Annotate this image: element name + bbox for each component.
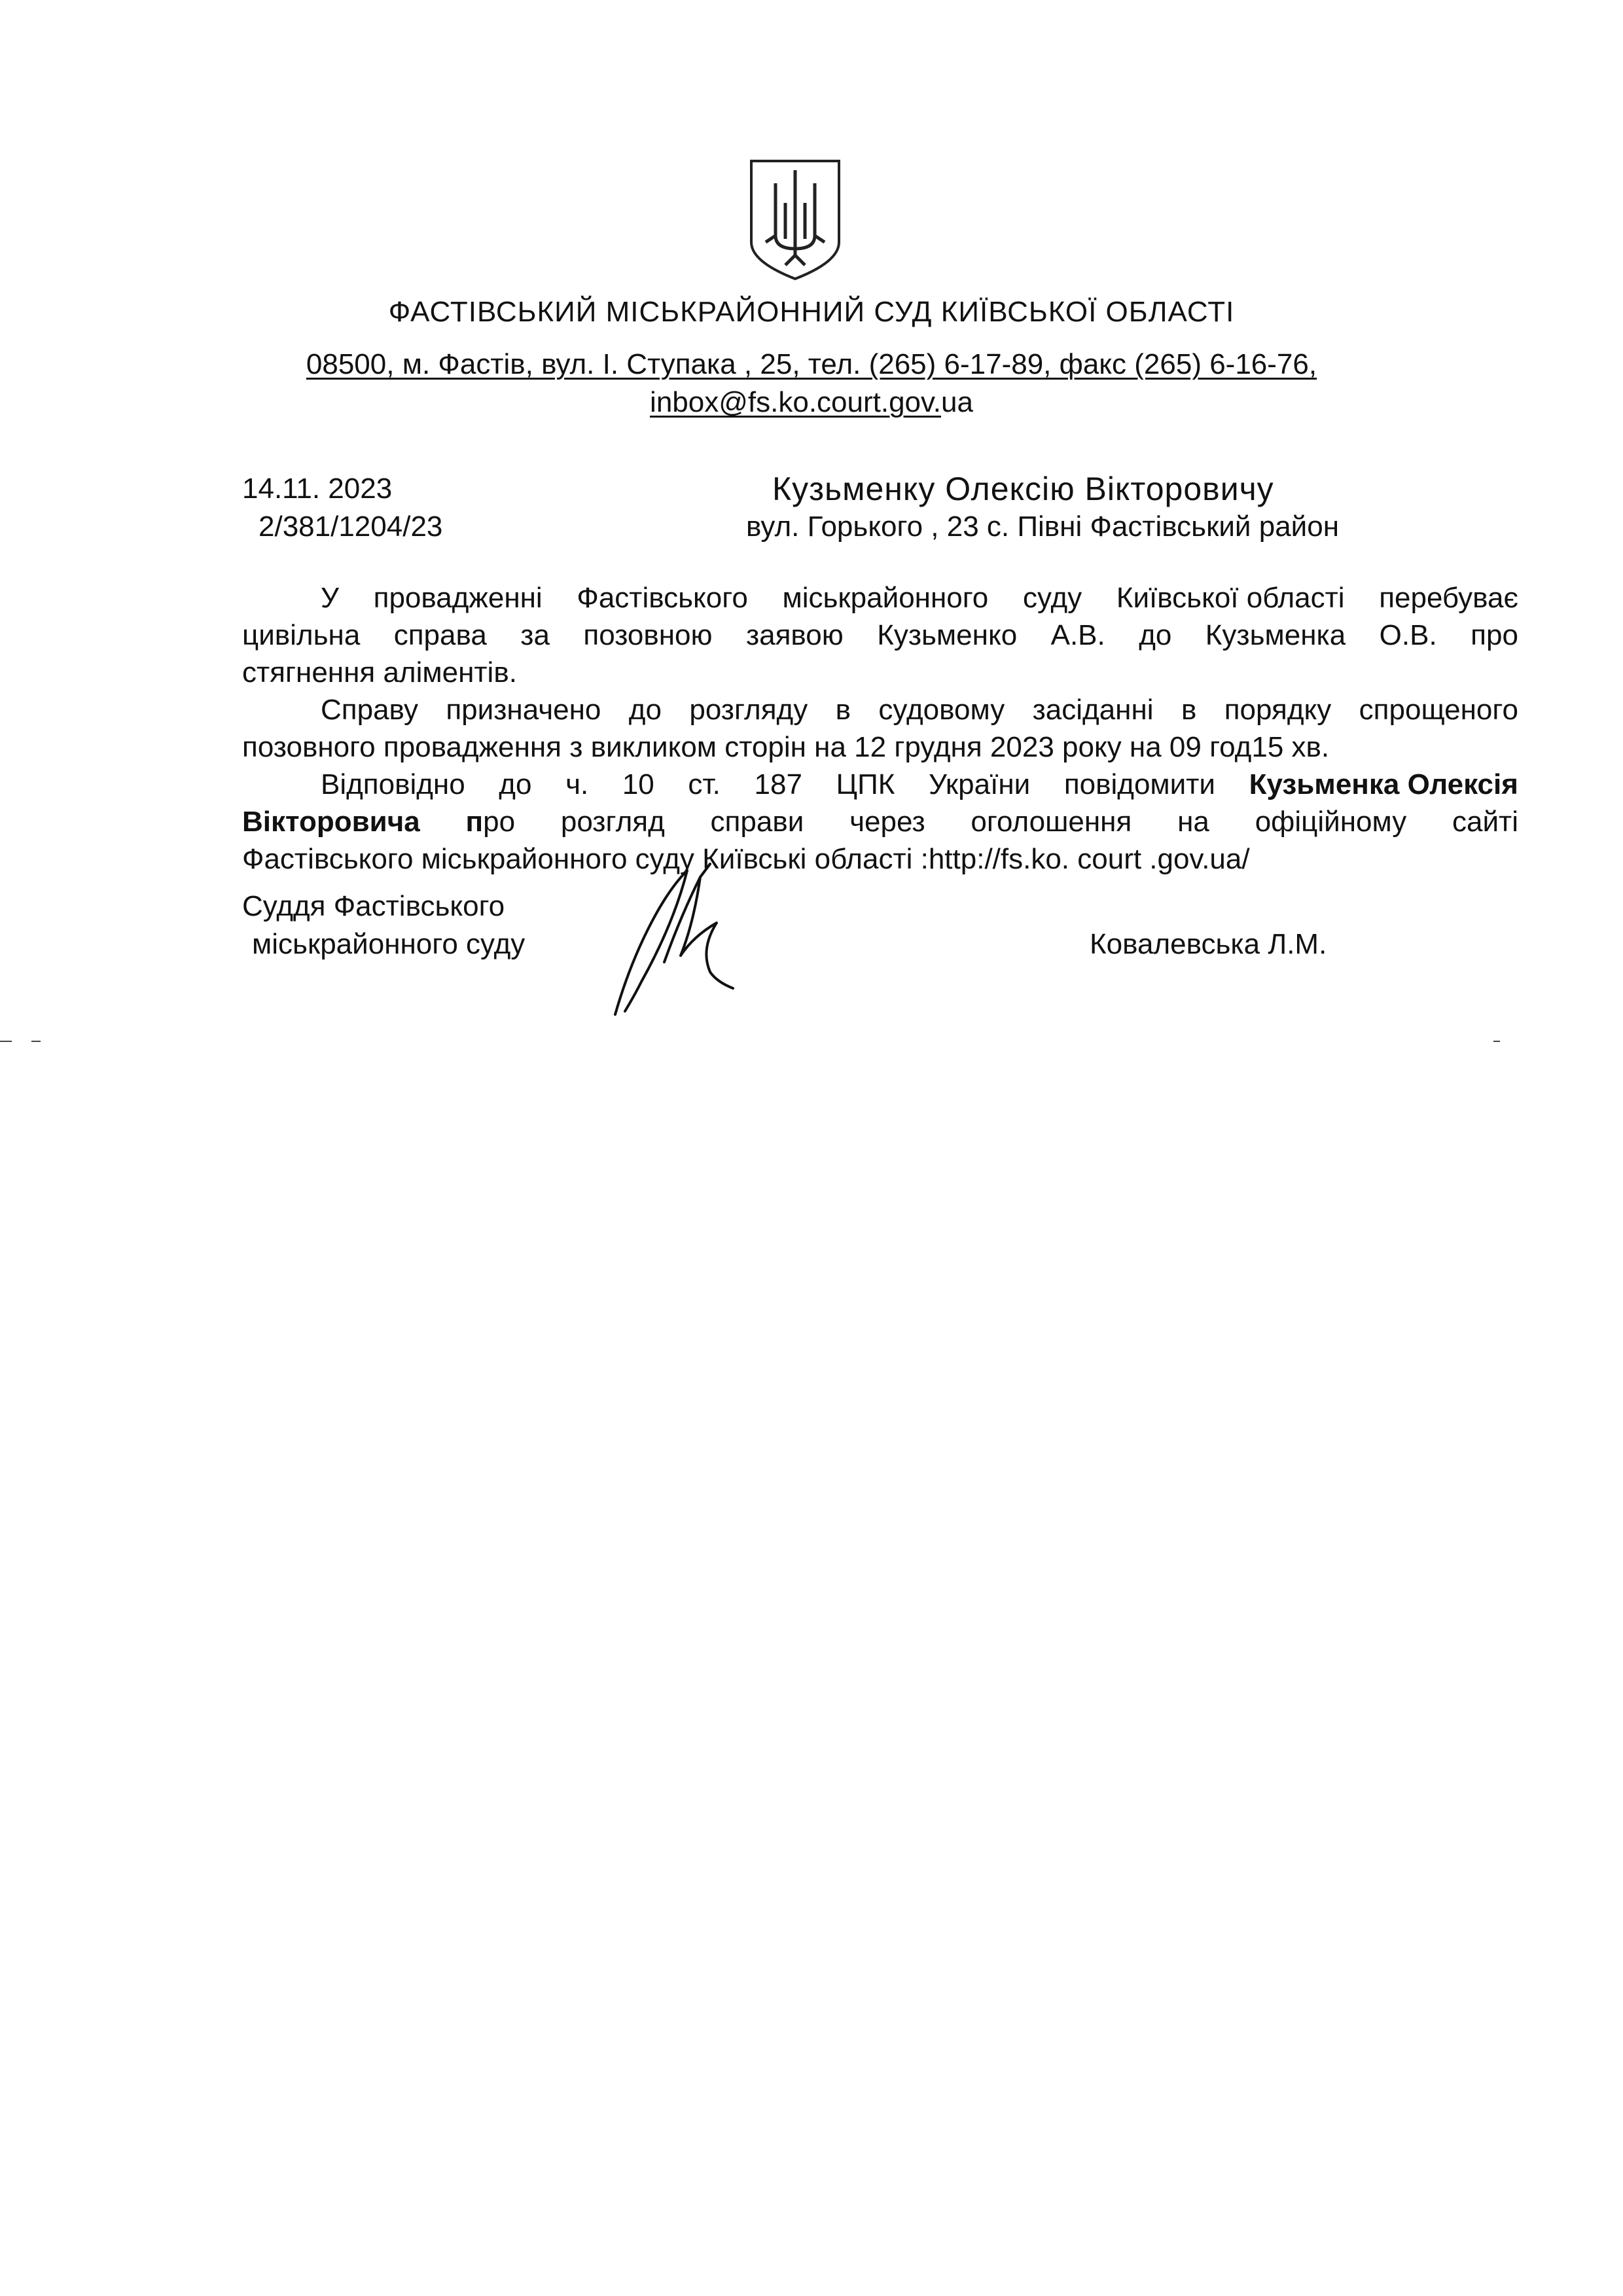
word: перебуває [1379,582,1518,614]
scan-mark-right [1493,1041,1500,1042]
word: 10 [622,768,654,800]
word: справи [710,806,804,838]
court-name: ФАСТІВСЬКИЙ МІСЬКРАЙОННИЙ СУД КИЇВСЬКОЇ ОБЛАСТІ [388,296,1235,328]
word: цивільна [242,619,361,651]
word: міськрайонного [782,582,989,614]
p1-line2 [242,617,1518,654]
p3-line1 [242,766,1518,803]
p2-line2: позовного провадження з викликом сторін на 12 грудня 2023 року на 09 год15 хв. [242,731,1330,763]
word: розгляду [689,694,808,726]
case-number: 2/381/1204/23 [259,511,443,543]
word: в [1181,694,1197,726]
judge-title-line2: міськрайонного суду [252,928,526,960]
word: 187 [754,768,802,800]
word: справа [393,619,487,651]
word: ЦПК [836,768,895,800]
word: розгляд [560,806,665,838]
word: ч. [565,768,589,800]
letter-date: 14.11. 2023 [242,473,393,505]
word: до [628,694,662,726]
word: Справу [321,694,418,726]
handwritten-signature-icon [602,851,759,1021]
word: порядку [1224,694,1332,726]
court-email-link[interactable]: inbox@fs.ko.court.gov. [650,386,941,418]
word: призначено [446,694,601,726]
word: через [849,806,925,838]
word: оголошення [971,806,1132,838]
scan-mark-left [0,1041,12,1042]
judge-name: Ковалевська Л.М. [1090,928,1327,960]
word: сайті [1452,806,1518,838]
bold-name: Вікторовича [242,806,420,838]
word: судовому [878,694,1005,726]
letter-body [242,579,1518,878]
word: Відповідно [321,768,465,800]
word: суду [1022,582,1082,614]
scan-mark-left-2 [31,1041,41,1042]
recipient-name: Кузьменку Олексію Вікторовичу [772,471,1274,507]
word: А.В. [1050,619,1105,651]
word: Кузьменко [877,619,1018,651]
word: повідомити [1063,768,1215,800]
court-email-tail: ua [941,386,973,418]
word: України [928,768,1031,800]
word: ст. [688,768,721,800]
p1-line3: стягнення аліментів. [242,656,517,689]
p3-line2 [242,803,1518,840]
p2-line1 [242,691,1518,728]
court-address-line: 08500, м. Фастів, вул. І. Ступака , 25, тел. (265) 6-17-89, факс (265) 6-16-76, [306,348,1317,380]
recipient-address: вул. Горького , 23 с. Півні Фастівський район [746,511,1340,543]
word: Кузьменка [1205,619,1346,651]
p3-line3: Фастівського міськрайонного суду Київські області :http://fs.ko. court .gov.ua/ [242,843,1250,875]
court-email[interactable] [0,386,1623,419]
word: У [321,582,339,614]
judge-title-line1: Суддя Фастівського [242,890,505,922]
word: про [1471,619,1518,651]
word: засіданні [1032,694,1154,726]
word: позовною [583,619,713,651]
court-address [0,348,1623,381]
word-tail: ро [483,806,516,838]
bold-name: Кузьменка Олексія [1249,768,1518,800]
word: О.В. [1379,619,1437,651]
p1-line1 [242,579,1518,617]
word: офіційному [1255,806,1407,838]
word: спрощеного [1359,694,1518,726]
word: до [499,768,532,800]
coat-of-arms-icon [746,157,844,281]
word: Київської області [1116,582,1345,614]
word [466,803,516,840]
word: в [835,694,851,726]
word: Фастівського [577,582,748,614]
word: за [520,619,550,651]
word: провадженні [373,582,543,614]
bold-letter: п [465,806,484,838]
word: на [1177,806,1209,838]
word: до [1139,619,1172,651]
word: заявою [745,619,844,651]
